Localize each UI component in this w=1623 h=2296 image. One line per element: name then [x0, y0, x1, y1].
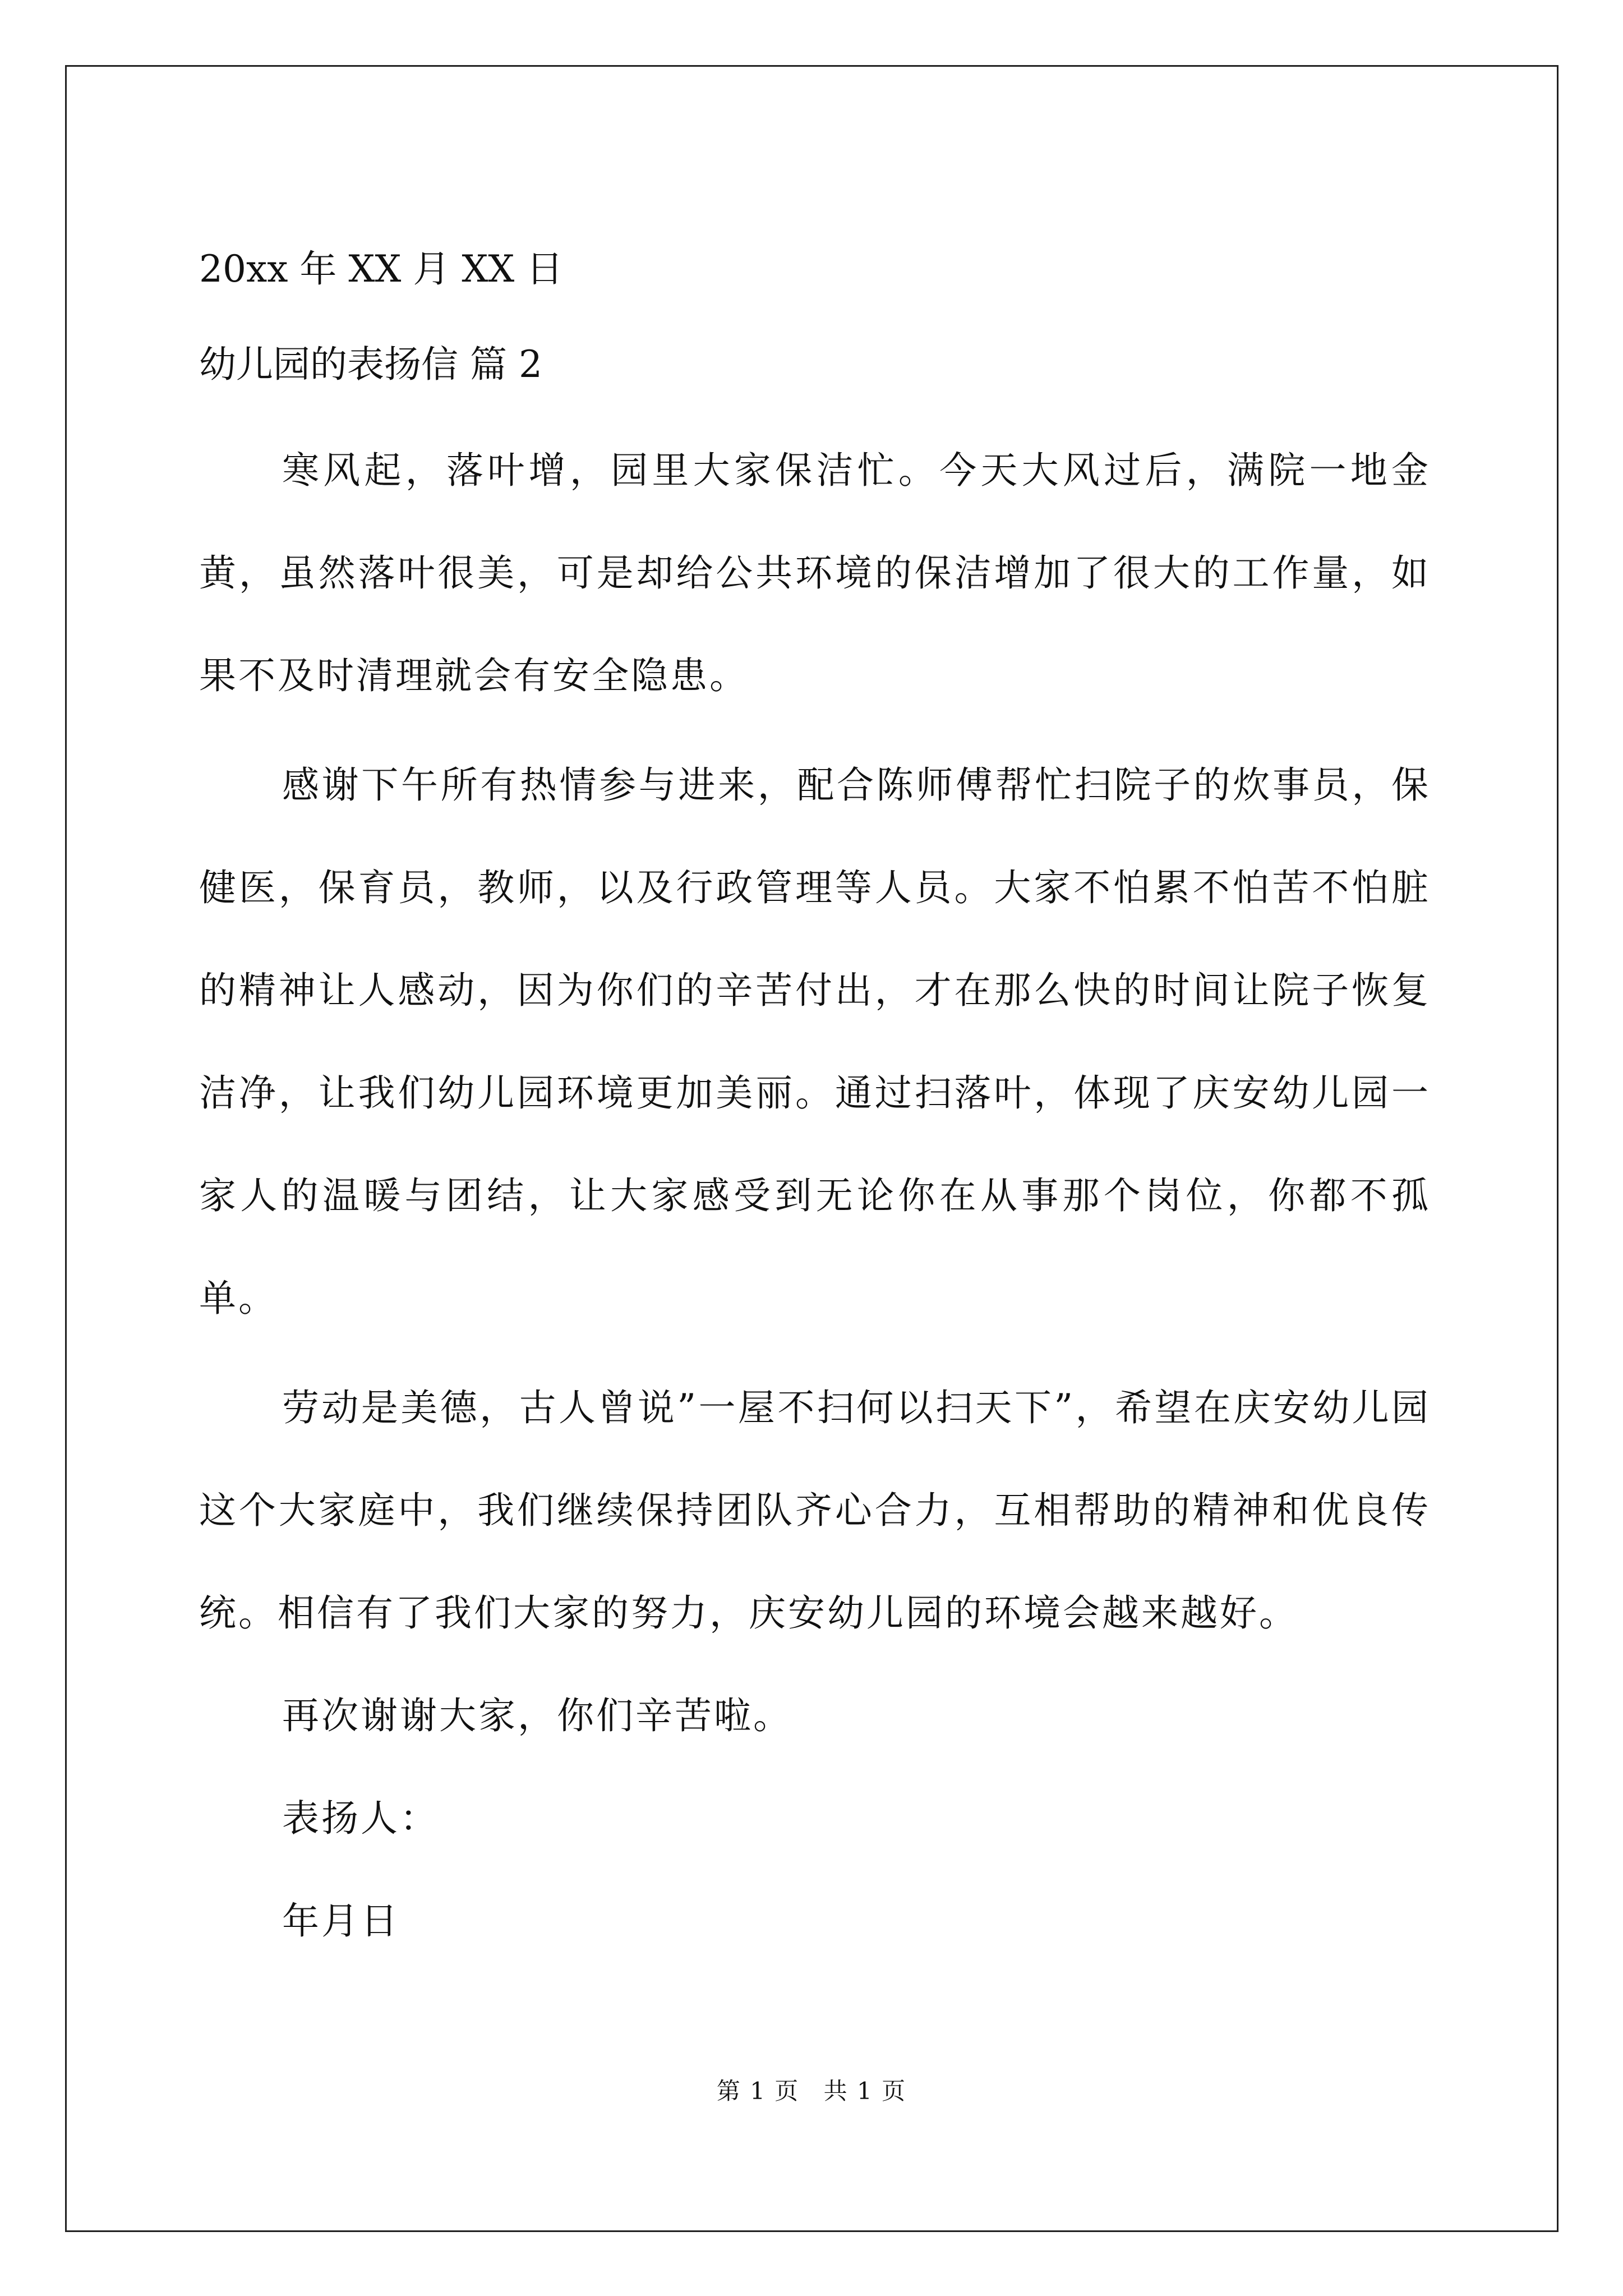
- signature-date: 年月日: [282, 1899, 400, 1943]
- date-line: 20xx 年 XX 月 XX 日: [199, 247, 564, 291]
- page-number-total: 共 1 页: [823, 2077, 907, 2105]
- letter-title: 幼儿园的表扬信 篇 2: [199, 343, 542, 386]
- paragraph-2: 感谢下午所有热情参与进来，配合陈师傅帮忙扫院子的炊事员，保健医，保育员，教师，以及行政管理等人员。大家不怕累不怕苦不怕脏的精神让人感动，因为你们的辛苦付出，才在那么快的时间让院子恢复洁净，让我们幼儿园环境更加美丽。通过扫落叶，体现了庆安幼儿园一家人的温暖与团结，让大家感受到无论你在从事那个岗位，你都不孤单。: [199, 763, 1431, 1320]
- signer-label: 表扬人：: [282, 1797, 439, 1840]
- paragraph-1: 寒风起，落叶增，园里大家保洁忙。今天大风过后，满院一地金黄，虽然落叶很美，可是却给公共环境的保洁增加了很大的工作量，如果不及时清理就会有安全隐患。: [199, 449, 1431, 697]
- closing-line: 再次谢谢大家，你们辛苦啦。: [282, 1694, 792, 1737]
- page-number-current: 第 1 页: [716, 2077, 800, 2105]
- page-footer: [0, 2074, 1623, 2108]
- paragraph-3: 劳动是美德，古人曾说”一屋不扫何以扫天下”，希望在庆安幼儿园这个大家庭中，我们继续保持团队齐心合力，互相帮助的精神和优良传统。相信有了我们大家的努力，庆安幼儿园的环境会越来越好。: [199, 1386, 1431, 1635]
- letter-body: [199, 222, 1431, 1972]
